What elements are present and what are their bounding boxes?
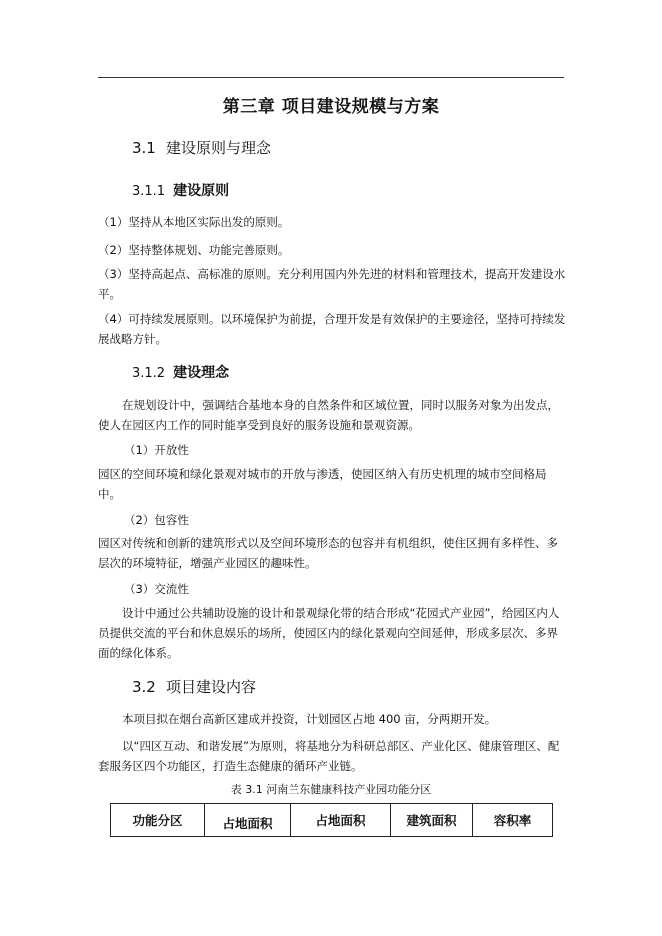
inclusiveness-text: 园区对传统和创新的建筑形式以及空间环境形态的包容并有机组织，使住区拥有多样性、多层次的环境特征，增强产业园区的趣味性。	[98, 536, 558, 570]
principle-1: （1）坚持从本地区实际出发的原则。	[98, 215, 290, 229]
section-title: 建设原则	[173, 183, 230, 199]
content-para-1: 本项目拟在烟台高新区建成并投资，计划园区占地 400 亩，分两期开发。	[122, 712, 497, 726]
section-number: 3.1	[132, 139, 156, 157]
openness-text: 园区的空间环境和绿化景观对城市的开放与渗透，使园区纳入有历史机理的城市空间格局中。	[98, 467, 547, 501]
communication-text: 设计中通过公共辅助设施的设计和景观绿化带的结合形成“花园式产业园”，给园区内人员提供交流的平台和休息娱乐的场所，使园区内的绿化景观向空间延伸，形成多层次、多界面的绿化体系。	[98, 606, 560, 660]
chapter-title: 第三章 项目建设规模与方案	[222, 97, 440, 117]
section-number: 3.2	[132, 678, 156, 696]
section-3-2-heading	[132, 676, 256, 697]
subheading-inclusiveness: （2）包容性	[124, 513, 189, 527]
principle-3: （3）坚持高起点、高标准的原则。充分利用国内外先进的材料和管理技术，提高开发建设水平。	[98, 267, 566, 301]
table-header-cell: 建筑面积	[391, 804, 473, 837]
section-title: 建设理念	[173, 365, 230, 381]
section-number: 3.1.1	[132, 184, 166, 199]
subheading-communication: （3）交流性	[124, 582, 189, 596]
section-3-1-2-heading	[132, 362, 229, 382]
concept-intro: 在规划设计中，强调结合基地本身的自然条件和区域位置，同时以服务对象为出发点，使人在园区内工作的同时能享受到良好的服务设施和景观资源。	[98, 398, 559, 432]
table-caption: 表 3.1 河南兰东健康科技产业园功能分区	[230, 783, 432, 796]
section-title: 建设原则与理念	[166, 139, 272, 157]
subheading-openness: （1）开放性	[124, 443, 189, 457]
principle-2: （2）坚持整体规划、功能完善原则。	[98, 243, 290, 257]
section-number: 3.1.2	[132, 366, 166, 381]
table-header-cell: 容积率	[473, 804, 553, 837]
function-zone-table	[110, 803, 553, 837]
table-header-cell: 功能分区	[111, 804, 205, 837]
section-3-1-1-heading	[132, 180, 229, 200]
content-para-2: 以“四区互动、和谐发展”为原则，将基地分为科研总部区、产业化区、健康管理区、配套服务区四个功能区，打造生态健康的循环产业链。	[98, 739, 560, 773]
section-title: 项目建设内容	[166, 678, 257, 696]
section-3-1-heading	[132, 137, 271, 158]
header-rule	[98, 77, 564, 78]
table-header-cell: 占地面积	[205, 804, 291, 837]
principle-4: （4）可持续发展原则。以环境保护为前提，合理开发是有效保护的主要途径，坚持可持续发展战略方针。	[98, 312, 566, 346]
table-header-row	[111, 804, 553, 837]
table-header-cell: 占地面积	[291, 804, 391, 837]
